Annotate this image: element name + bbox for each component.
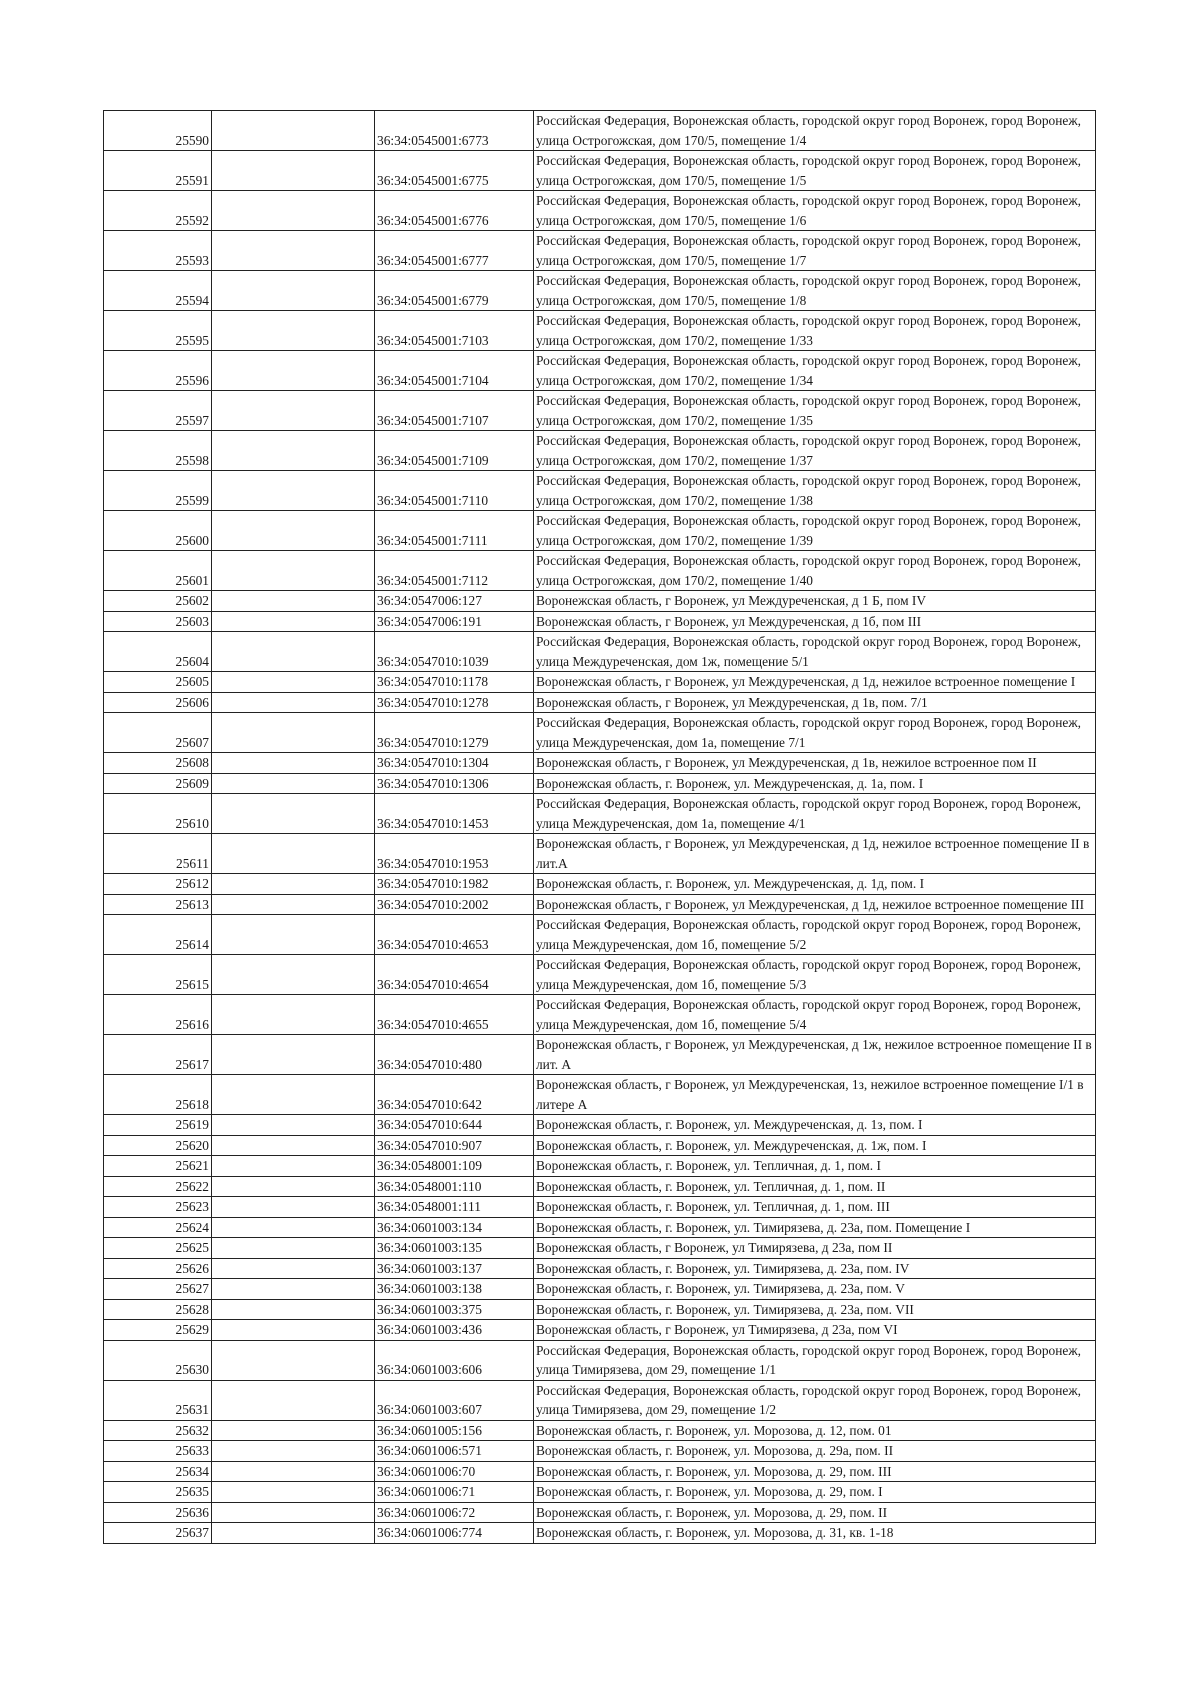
address-cell: Российская Федерация, Воронежская область, городской округ город Воронеж, город Воронеж, улица Острогожская, дом 170/5, помещение 1/4 xyxy=(534,111,1096,151)
address-cell: Российская Федерация, Воронежская область, городской округ город Воронеж, город Воронеж, улица Тимирязева, дом 29, помещение 1/1 xyxy=(534,1340,1096,1380)
row-number-cell: 25590 xyxy=(104,111,212,151)
address-cell: Воронежская область, г Воронеж, ул Междуреченская, д 1 Б, пом IV xyxy=(534,591,1096,612)
empty-cell xyxy=(212,151,375,191)
empty-cell xyxy=(212,955,375,995)
empty-cell xyxy=(212,1441,375,1462)
table-row xyxy=(104,611,1096,632)
table-row xyxy=(104,713,1096,753)
cadastral-number-cell: 36:34:0547010:480 xyxy=(375,1035,534,1075)
address-cell: Российская Федерация, Воронежская область, городской округ город Воронеж, город Воронеж, улица Междуреченская, дом 1б, помещение 5/4 xyxy=(534,995,1096,1035)
table-row xyxy=(104,551,1096,591)
cadastral-number-cell: 36:34:0547010:1039 xyxy=(375,632,534,672)
table-row xyxy=(104,351,1096,391)
empty-cell xyxy=(212,915,375,955)
cadastral-number-cell: 36:34:0547006:127 xyxy=(375,591,534,612)
table-row xyxy=(104,1380,1096,1420)
empty-cell xyxy=(212,1238,375,1259)
table-row xyxy=(104,511,1096,551)
cadastral-number-cell: 36:34:0547010:1453 xyxy=(375,794,534,834)
cadastral-number-cell: 36:34:0601006:72 xyxy=(375,1502,534,1523)
row-number-cell: 25627 xyxy=(104,1279,212,1300)
table-row xyxy=(104,672,1096,693)
address-cell: Воронежская область, г Воронеж, ул Междуреченская, д 1б, пом III xyxy=(534,611,1096,632)
row-number-cell: 25592 xyxy=(104,191,212,231)
address-cell: Российская Федерация, Воронежская область, городской округ город Воронеж, город Воронеж, улица Острогожская, дом 170/5, помещение 1/6 xyxy=(534,191,1096,231)
cadastral-number-cell: 36:34:0601006:571 xyxy=(375,1441,534,1462)
cadastral-number-cell: 36:34:0547010:1279 xyxy=(375,713,534,753)
cadastral-number-cell: 36:34:0545001:6776 xyxy=(375,191,534,231)
row-number-cell: 25603 xyxy=(104,611,212,632)
table-row xyxy=(104,955,1096,995)
row-number-cell: 25619 xyxy=(104,1115,212,1136)
empty-cell xyxy=(212,834,375,874)
table-row xyxy=(104,1420,1096,1441)
address-cell: Воронежская область, г. Воронеж, ул. Морозова, д. 31, кв. 1-18 xyxy=(534,1523,1096,1544)
empty-cell xyxy=(212,1299,375,1320)
cadastral-number-cell: 36:34:0547010:4654 xyxy=(375,955,534,995)
address-cell: Российская Федерация, Воронежская область, городской округ город Воронеж, город Воронеж, улица Острогожская, дом 170/2, помещение 1/34 xyxy=(534,351,1096,391)
table-row xyxy=(104,1502,1096,1523)
table-row xyxy=(104,995,1096,1035)
empty-cell xyxy=(212,672,375,693)
row-number-cell: 25605 xyxy=(104,672,212,693)
row-number-cell: 25626 xyxy=(104,1258,212,1279)
row-number-cell: 25608 xyxy=(104,753,212,774)
table-row xyxy=(104,1482,1096,1503)
address-cell: Воронежская область, г Воронеж, ул Междуреченская, д 1ж, нежилое встроенное помещение II в лит. А xyxy=(534,1035,1096,1075)
address-cell: Воронежская область, г. Воронеж, ул. Тимирязева, д. 23а, пом. V xyxy=(534,1279,1096,1300)
table-row xyxy=(104,1115,1096,1136)
table-row xyxy=(104,1320,1096,1341)
table-row xyxy=(104,1340,1096,1380)
cadastral-number-cell: 36:34:0601003:134 xyxy=(375,1217,534,1238)
row-number-cell: 25598 xyxy=(104,431,212,471)
address-cell: Воронежская область, г. Воронеж, ул. Междуреченская, д. 1з, пом. I xyxy=(534,1115,1096,1136)
address-cell: Российская Федерация, Воронежская область, городской округ город Воронеж, город Воронеж, улица Острогожская, дом 170/2, помещение 1/37 xyxy=(534,431,1096,471)
address-cell: Воронежская область, г. Воронеж, ул. Междуреченская, д. 1а, пом. I xyxy=(534,773,1096,794)
empty-cell xyxy=(212,431,375,471)
row-number-cell: 25632 xyxy=(104,1420,212,1441)
empty-cell xyxy=(212,1035,375,1075)
row-number-cell: 25620 xyxy=(104,1135,212,1156)
empty-cell xyxy=(212,1135,375,1156)
empty-cell xyxy=(212,1340,375,1380)
address-cell: Российская Федерация, Воронежская область, городской округ город Воронеж, город Воронеж, улица Междуреченская, дом 1а, помещение 4/1 xyxy=(534,794,1096,834)
address-cell: Воронежская область, г. Воронеж, ул. Морозова, д. 12, пом. 01 xyxy=(534,1420,1096,1441)
empty-cell xyxy=(212,1197,375,1218)
empty-cell xyxy=(212,632,375,672)
row-number-cell: 25604 xyxy=(104,632,212,672)
empty-cell xyxy=(212,551,375,591)
empty-cell xyxy=(212,692,375,713)
empty-cell xyxy=(212,611,375,632)
empty-cell xyxy=(212,773,375,794)
row-number-cell: 25607 xyxy=(104,713,212,753)
cadastral-number-cell: 36:34:0547010:1953 xyxy=(375,834,534,874)
table-row xyxy=(104,471,1096,511)
table-row xyxy=(104,1075,1096,1115)
empty-cell xyxy=(212,391,375,431)
empty-cell xyxy=(212,1461,375,1482)
address-cell: Воронежская область, г. Воронеж, ул. Тепличная, д. 1, пом. I xyxy=(534,1156,1096,1177)
cadastral-number-cell: 36:34:0545001:6773 xyxy=(375,111,534,151)
address-cell: Российская Федерация, Воронежская область, городской округ город Воронеж, город Воронеж, улица Междуреченская, дом 1ж, помещение 5/1 xyxy=(534,632,1096,672)
table-row xyxy=(104,1279,1096,1300)
empty-cell xyxy=(212,1420,375,1441)
table-row xyxy=(104,191,1096,231)
table-row xyxy=(104,271,1096,311)
row-number-cell: 25606 xyxy=(104,692,212,713)
cadastral-number-cell: 36:34:0601006:774 xyxy=(375,1523,534,1544)
empty-cell xyxy=(212,1156,375,1177)
row-number-cell: 25621 xyxy=(104,1156,212,1177)
cadastral-number-cell: 36:34:0545001:6777 xyxy=(375,231,534,271)
address-cell: Российская Федерация, Воронежская область, городской округ город Воронеж, город Воронеж, улица Острогожская, дом 170/5, помещение 1/8 xyxy=(534,271,1096,311)
cadastral-number-cell: 36:34:0545001:7104 xyxy=(375,351,534,391)
table-row xyxy=(104,1217,1096,1238)
table-row xyxy=(104,111,1096,151)
table-row xyxy=(104,1176,1096,1197)
row-number-cell: 25599 xyxy=(104,471,212,511)
row-number-cell: 25618 xyxy=(104,1075,212,1115)
register-table-body xyxy=(104,111,1096,1544)
empty-cell xyxy=(212,1502,375,1523)
empty-cell xyxy=(212,111,375,151)
address-cell: Воронежская область, г Воронеж, ул Междуреченская, д 1в, нежилое встроенное пом II xyxy=(534,753,1096,774)
cadastral-number-cell: 36:34:0545001:7112 xyxy=(375,551,534,591)
table-row xyxy=(104,632,1096,672)
address-cell: Воронежская область, г. Воронеж, ул. Морозова, д. 29а, пом. II xyxy=(534,1441,1096,1462)
row-number-cell: 25600 xyxy=(104,511,212,551)
address-cell: Воронежская область, г. Воронеж, ул. Морозова, д. 29, пом. I xyxy=(534,1482,1096,1503)
row-number-cell: 25602 xyxy=(104,591,212,612)
row-number-cell: 25612 xyxy=(104,874,212,895)
cadastral-number-cell: 36:34:0545001:6775 xyxy=(375,151,534,191)
address-cell: Воронежская область, г Воронеж, ул Междуреченская, д 1д, нежилое встроенное помещение I xyxy=(534,672,1096,693)
cadastral-number-cell: 36:34:0545001:7111 xyxy=(375,511,534,551)
address-cell: Воронежская область, г. Воронеж, ул. Тимирязева, д. 23а, пом. IV xyxy=(534,1258,1096,1279)
row-number-cell: 25631 xyxy=(104,1380,212,1420)
row-number-cell: 25633 xyxy=(104,1441,212,1462)
row-number-cell: 25594 xyxy=(104,271,212,311)
empty-cell xyxy=(212,894,375,915)
table-row xyxy=(104,794,1096,834)
empty-cell xyxy=(212,995,375,1035)
property-register-table xyxy=(103,110,1096,1544)
empty-cell xyxy=(212,1482,375,1503)
address-cell: Российская Федерация, Воронежская область, городской округ город Воронеж, город Воронеж, улица Острогожская, дом 170/2, помещение 1/39 xyxy=(534,511,1096,551)
address-cell: Российская Федерация, Воронежская область, городской округ город Воронеж, город Воронеж, улица Междуреченская, дом 1б, помещение 5/3 xyxy=(534,955,1096,995)
address-cell: Российская Федерация, Воронежская область, городской округ город Воронеж, город Воронеж, улица Острогожская, дом 170/5, помещение 1/5 xyxy=(534,151,1096,191)
row-number-cell: 25601 xyxy=(104,551,212,591)
cadastral-number-cell: 36:34:0601003:137 xyxy=(375,1258,534,1279)
cadastral-number-cell: 36:34:0601003:375 xyxy=(375,1299,534,1320)
empty-cell xyxy=(212,231,375,271)
row-number-cell: 25593 xyxy=(104,231,212,271)
row-number-cell: 25609 xyxy=(104,773,212,794)
row-number-cell: 25610 xyxy=(104,794,212,834)
address-cell: Воронежская область, г. Воронеж, ул. Тимирязева, д. 23а, пом. Помещение I xyxy=(534,1217,1096,1238)
row-number-cell: 25617 xyxy=(104,1035,212,1075)
address-cell: Российская Федерация, Воронежская область, городской округ город Воронеж, город Воронеж, улица Острогожская, дом 170/2, помещение 1/38 xyxy=(534,471,1096,511)
address-cell: Воронежская область, г Воронеж, ул Тимирязева, д 23а, пом VI xyxy=(534,1320,1096,1341)
cadastral-number-cell: 36:34:0545001:7107 xyxy=(375,391,534,431)
row-number-cell: 25634 xyxy=(104,1461,212,1482)
address-cell: Воронежская область, г. Воронеж, ул. Тимирязева, д. 23а, пом. VII xyxy=(534,1299,1096,1320)
address-cell: Воронежская область, г. Воронеж, ул. Междуреченская, д. 1ж, пом. I xyxy=(534,1135,1096,1156)
table-row xyxy=(104,874,1096,895)
cadastral-number-cell: 36:34:0601003:138 xyxy=(375,1279,534,1300)
empty-cell xyxy=(212,874,375,895)
cadastral-number-cell: 36:34:0545001:7103 xyxy=(375,311,534,351)
cadastral-number-cell: 36:34:0548001:109 xyxy=(375,1156,534,1177)
cadastral-number-cell: 36:34:0547010:1278 xyxy=(375,692,534,713)
row-number-cell: 25628 xyxy=(104,1299,212,1320)
row-number-cell: 25616 xyxy=(104,995,212,1035)
address-cell: Воронежская область, г Воронеж, ул Междуреченская, 1з, нежилое встроенное помещение I/1 в литере А xyxy=(534,1075,1096,1115)
empty-cell xyxy=(212,311,375,351)
cadastral-number-cell: 36:34:0547010:907 xyxy=(375,1135,534,1156)
row-number-cell: 25613 xyxy=(104,894,212,915)
table-row xyxy=(104,692,1096,713)
cadastral-number-cell: 36:34:0545001:7109 xyxy=(375,431,534,471)
empty-cell xyxy=(212,191,375,231)
cadastral-number-cell: 36:34:0547010:4653 xyxy=(375,915,534,955)
address-cell: Воронежская область, г Воронеж, ул Междуреченская, д 1в, пом. 7/1 xyxy=(534,692,1096,713)
empty-cell xyxy=(212,1115,375,1136)
cadastral-number-cell: 36:34:0548001:110 xyxy=(375,1176,534,1197)
empty-cell xyxy=(212,1523,375,1544)
cadastral-number-cell: 36:34:0601003:436 xyxy=(375,1320,534,1341)
table-row xyxy=(104,1523,1096,1544)
address-cell: Воронежская область, г. Воронеж, ул. Морозова, д. 29, пом. II xyxy=(534,1502,1096,1523)
cadastral-number-cell: 36:34:0601006:71 xyxy=(375,1482,534,1503)
cadastral-number-cell: 36:34:0601003:135 xyxy=(375,1238,534,1259)
row-number-cell: 25611 xyxy=(104,834,212,874)
cadastral-number-cell: 36:34:0548001:111 xyxy=(375,1197,534,1218)
row-number-cell: 25625 xyxy=(104,1238,212,1259)
cadastral-number-cell: 36:34:0547010:2002 xyxy=(375,894,534,915)
empty-cell xyxy=(212,1279,375,1300)
table-row xyxy=(104,151,1096,191)
address-cell: Воронежская область, г Воронеж, ул Тимирязева, д 23а, пом II xyxy=(534,1238,1096,1259)
empty-cell xyxy=(212,1176,375,1197)
empty-cell xyxy=(212,1217,375,1238)
row-number-cell: 25636 xyxy=(104,1502,212,1523)
row-number-cell: 25597 xyxy=(104,391,212,431)
cadastral-number-cell: 36:34:0547010:1304 xyxy=(375,753,534,774)
table-row xyxy=(104,894,1096,915)
empty-cell xyxy=(212,271,375,311)
table-row xyxy=(104,915,1096,955)
empty-cell xyxy=(212,794,375,834)
empty-cell xyxy=(212,1320,375,1341)
address-cell: Российская Федерация, Воронежская область, городской округ город Воронеж, город Воронеж, улица Острогожская, дом 170/2, помещение 1/33 xyxy=(534,311,1096,351)
table-row xyxy=(104,391,1096,431)
table-row xyxy=(104,834,1096,874)
address-cell: Воронежская область, г. Воронеж, ул. Междуреченская, д. 1д, пом. I xyxy=(534,874,1096,895)
address-cell: Воронежская область, г. Воронеж, ул. Тепличная, д. 1, пом. II xyxy=(534,1176,1096,1197)
cadastral-number-cell: 36:34:0547010:1178 xyxy=(375,672,534,693)
table-row xyxy=(104,773,1096,794)
address-cell: Российская Федерация, Воронежская область, городской округ город Воронеж, город Воронеж, улица Острогожская, дом 170/2, помещение 1/40 xyxy=(534,551,1096,591)
cadastral-number-cell: 36:34:0547010:1306 xyxy=(375,773,534,794)
table-row xyxy=(104,1461,1096,1482)
row-number-cell: 25630 xyxy=(104,1340,212,1380)
cadastral-number-cell: 36:34:0601003:607 xyxy=(375,1380,534,1420)
cadastral-number-cell: 36:34:0547010:4655 xyxy=(375,995,534,1035)
row-number-cell: 25629 xyxy=(104,1320,212,1341)
address-cell: Российская Федерация, Воронежская область, городской округ город Воронеж, город Воронеж, улица Междуреченская, дом 1б, помещение 5/2 xyxy=(534,915,1096,955)
address-cell: Российская Федерация, Воронежская область, городской округ город Воронеж, город Воронеж, улица Острогожская, дом 170/2, помещение 1/35 xyxy=(534,391,1096,431)
table-row xyxy=(104,753,1096,774)
address-cell: Воронежская область, г. Воронеж, ул. Морозова, д. 29, пом. III xyxy=(534,1461,1096,1482)
cadastral-number-cell: 36:34:0547010:642 xyxy=(375,1075,534,1115)
table-row xyxy=(104,1238,1096,1259)
empty-cell xyxy=(212,351,375,391)
cadastral-number-cell: 36:34:0545001:6779 xyxy=(375,271,534,311)
empty-cell xyxy=(212,1258,375,1279)
address-cell: Воронежская область, г. Воронеж, ул. Тепличная, д. 1, пом. III xyxy=(534,1197,1096,1218)
table-row xyxy=(104,1156,1096,1177)
empty-cell xyxy=(212,591,375,612)
row-number-cell: 25596 xyxy=(104,351,212,391)
row-number-cell: 25623 xyxy=(104,1197,212,1218)
address-cell: Российская Федерация, Воронежская область, городской округ город Воронеж, город Воронеж, улица Острогожская, дом 170/5, помещение 1/7 xyxy=(534,231,1096,271)
empty-cell xyxy=(212,511,375,551)
empty-cell xyxy=(212,1380,375,1420)
cadastral-number-cell: 36:34:0601005:156 xyxy=(375,1420,534,1441)
table-row xyxy=(104,1197,1096,1218)
cadastral-number-cell: 36:34:0547010:1982 xyxy=(375,874,534,895)
table-row xyxy=(104,431,1096,471)
empty-cell xyxy=(212,471,375,511)
address-cell: Воронежская область, г Воронеж, ул Междуреченская, д 1д, нежилое встроенное помещение II в лит.А xyxy=(534,834,1096,874)
table-row xyxy=(104,591,1096,612)
table-row xyxy=(104,1135,1096,1156)
row-number-cell: 25622 xyxy=(104,1176,212,1197)
cadastral-number-cell: 36:34:0547006:191 xyxy=(375,611,534,632)
address-cell: Воронежская область, г Воронеж, ул Междуреченская, д 1д, нежилое встроенное помещение III xyxy=(534,894,1096,915)
row-number-cell: 25615 xyxy=(104,955,212,995)
cadastral-number-cell: 36:34:0601006:70 xyxy=(375,1461,534,1482)
cadastral-number-cell: 36:34:0601003:606 xyxy=(375,1340,534,1380)
table-row xyxy=(104,1299,1096,1320)
address-cell: Российская Федерация, Воронежская область, городской округ город Воронеж, город Воронеж, улица Тимирязева, дом 29, помещение 1/2 xyxy=(534,1380,1096,1420)
row-number-cell: 25635 xyxy=(104,1482,212,1503)
table-row xyxy=(104,1258,1096,1279)
row-number-cell: 25637 xyxy=(104,1523,212,1544)
address-cell: Российская Федерация, Воронежская область, городской округ город Воронеж, город Воронеж, улица Междуреченская, дом 1а, помещение 7/1 xyxy=(534,713,1096,753)
row-number-cell: 25624 xyxy=(104,1217,212,1238)
row-number-cell: 25614 xyxy=(104,915,212,955)
row-number-cell: 25595 xyxy=(104,311,212,351)
table-row xyxy=(104,311,1096,351)
empty-cell xyxy=(212,1075,375,1115)
empty-cell xyxy=(212,753,375,774)
table-row xyxy=(104,1035,1096,1075)
table-row xyxy=(104,1441,1096,1462)
row-number-cell: 25591 xyxy=(104,151,212,191)
cadastral-number-cell: 36:34:0547010:644 xyxy=(375,1115,534,1136)
cadastral-number-cell: 36:34:0545001:7110 xyxy=(375,471,534,511)
empty-cell xyxy=(212,713,375,753)
table-row xyxy=(104,231,1096,271)
